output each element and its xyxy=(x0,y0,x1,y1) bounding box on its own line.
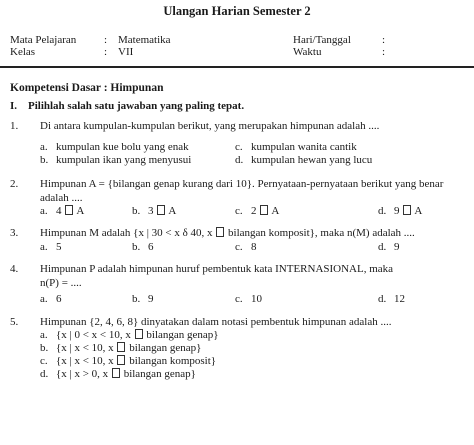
question-text: Himpunan {2, 4, 6, 8} dinyatakan dalam notasi pembentuk himpunan adalah .... xyxy=(40,315,392,328)
question-3 xyxy=(10,227,464,241)
missing-symbol-icon xyxy=(216,227,224,237)
option-b[interactable] xyxy=(40,342,464,355)
section-instruction: Pilihlah salah satu jawaban yang paling tepat. xyxy=(28,100,245,112)
option-d[interactable] xyxy=(378,241,400,255)
option-label: a. xyxy=(40,241,48,253)
question-text: Himpunan A = {bilangan genap kurang dari 10}. Pernyataan-pernyataan berikut yang benar xyxy=(40,177,444,190)
option-set: A xyxy=(271,205,280,218)
option-label: a. xyxy=(40,329,48,342)
option-a[interactable] xyxy=(40,205,84,219)
option-label: a. xyxy=(40,140,48,153)
kelas-label: Kelas xyxy=(10,46,36,58)
option-label: b. xyxy=(40,342,49,355)
option-text: 5 xyxy=(56,241,62,253)
question-text: Himpunan P adalah himpunan huruf pembentuk kata INTERNASIONAL, maka xyxy=(40,263,394,275)
option-text-part-2: bilangan genap} xyxy=(123,368,196,381)
option-label: c. xyxy=(235,292,243,305)
option-d[interactable] xyxy=(40,368,464,381)
option-value: 4 xyxy=(56,205,62,218)
kelas-value: VII xyxy=(118,46,134,58)
waktu-colon: : xyxy=(382,46,386,58)
option-set: A xyxy=(414,205,423,218)
option-label: a. xyxy=(40,292,48,305)
question-5-options xyxy=(40,329,464,381)
option-d[interactable] xyxy=(378,205,422,219)
option-a[interactable] xyxy=(40,293,62,307)
question-text xyxy=(40,227,464,241)
page-title: Ulangan Harian Semester 2 xyxy=(163,4,311,18)
missing-symbol-icon xyxy=(135,329,143,339)
option-label: d. xyxy=(378,241,387,253)
option-label: d. xyxy=(378,292,387,305)
option-text: kumpulan hewan yang lucu xyxy=(251,153,373,166)
option-text: 9 xyxy=(394,241,400,253)
option-b[interactable] xyxy=(132,205,176,219)
option-label: c. xyxy=(235,241,243,253)
question-number: 4. xyxy=(10,263,19,275)
question-text-part-1: Himpunan M adalah {x | 30 < x δ 40, x xyxy=(40,227,213,240)
option-label: d. xyxy=(378,205,387,218)
kompetensi-heading: Kompetensi Dasar : Himpunan xyxy=(10,82,164,94)
option-text-part-2: bilangan genap} xyxy=(146,329,219,342)
option-a[interactable] xyxy=(40,141,189,155)
mapel-label: Mata Pelajaran xyxy=(10,34,77,46)
missing-symbol-icon xyxy=(65,205,73,215)
question-1 xyxy=(10,120,464,134)
mapel-value: Matematika xyxy=(118,34,171,46)
option-set: A xyxy=(168,205,177,218)
option-value: 9 xyxy=(394,205,400,218)
waktu-label: Waktu xyxy=(293,46,322,58)
section-heading xyxy=(10,100,464,114)
section-number: I. xyxy=(10,100,18,112)
missing-symbol-icon xyxy=(117,355,125,365)
hari-label: Hari/Tanggal xyxy=(293,34,351,46)
option-b[interactable] xyxy=(132,241,154,255)
option-label: b. xyxy=(132,241,141,253)
option-text-part-2: bilangan genap} xyxy=(129,342,202,355)
option-text-part-1: {x | x < 10, x xyxy=(56,342,114,355)
header-divider xyxy=(0,66,474,68)
option-b[interactable] xyxy=(132,293,154,307)
question-2-options xyxy=(40,205,464,219)
meta-row-2 xyxy=(10,46,464,58)
question-number: 2. xyxy=(10,177,19,190)
question-text: Di antara kumpulan-kumpulan berikut, yang merupakan himpunan adalah .... xyxy=(40,120,380,132)
missing-symbol-icon xyxy=(403,205,411,215)
option-c[interactable] xyxy=(40,355,464,368)
meta-row-1 xyxy=(10,34,464,46)
option-c[interactable] xyxy=(235,205,279,219)
option-d[interactable] xyxy=(235,154,372,168)
question-4-options xyxy=(40,293,464,307)
option-text-part-1: {x | x < 10, x xyxy=(56,355,114,368)
option-text-part-1: {x | x > 0, x xyxy=(56,368,109,381)
option-label: b. xyxy=(132,292,141,305)
question-5 xyxy=(10,316,464,330)
option-text: 10 xyxy=(251,292,262,305)
option-text: 6 xyxy=(56,292,62,305)
question-number: 1. xyxy=(10,120,19,132)
option-b[interactable] xyxy=(40,154,191,168)
option-label: a. xyxy=(40,205,48,218)
mapel-colon: : xyxy=(104,34,108,46)
option-text-part-1: {x | 0 < x < 10, x xyxy=(56,329,131,342)
option-set: A xyxy=(76,205,85,218)
question-2 xyxy=(10,178,464,206)
option-text: kumpulan wanita cantik xyxy=(251,140,357,153)
option-label: d. xyxy=(235,153,244,166)
missing-symbol-icon xyxy=(117,342,125,352)
hari-colon: : xyxy=(382,34,386,46)
question-text-continued: n(P) = .... xyxy=(40,276,82,289)
option-c[interactable] xyxy=(235,241,257,255)
option-text-part-2: bilangan komposit} xyxy=(129,355,217,368)
option-a[interactable] xyxy=(40,241,62,255)
question-number: 3. xyxy=(10,227,19,240)
question-text-part-2: bilangan komposit}, maka n(M) adalah .... xyxy=(228,227,415,240)
option-label: c. xyxy=(40,355,48,368)
question-3-options xyxy=(40,241,464,255)
option-c[interactable] xyxy=(235,293,262,307)
option-label: c. xyxy=(235,140,243,153)
option-label: b. xyxy=(132,205,141,218)
option-text: kumpulan ikan yang menyusui xyxy=(56,153,192,166)
question-number: 5. xyxy=(10,315,19,328)
question-4 xyxy=(10,263,464,291)
option-text: kumpulan kue bolu yang enak xyxy=(56,140,189,153)
option-a[interactable] xyxy=(40,329,464,342)
question-text-continued: adalah .... xyxy=(40,191,83,204)
option-value: 3 xyxy=(148,205,154,218)
option-text: 12 xyxy=(394,292,405,305)
kelas-colon: : xyxy=(104,46,108,58)
missing-symbol-icon xyxy=(112,368,120,378)
option-label: b. xyxy=(40,153,49,166)
missing-symbol-icon xyxy=(260,205,268,215)
option-c[interactable] xyxy=(235,141,357,155)
option-text: 6 xyxy=(148,241,154,253)
option-value: 2 xyxy=(251,205,257,218)
option-d[interactable] xyxy=(378,293,405,307)
question-1-options xyxy=(40,141,464,167)
missing-symbol-icon xyxy=(157,205,165,215)
option-text: 9 xyxy=(148,292,154,305)
option-label: d. xyxy=(40,368,49,381)
option-text: 8 xyxy=(251,241,257,253)
header-info xyxy=(10,34,464,60)
option-label: c. xyxy=(235,205,243,218)
